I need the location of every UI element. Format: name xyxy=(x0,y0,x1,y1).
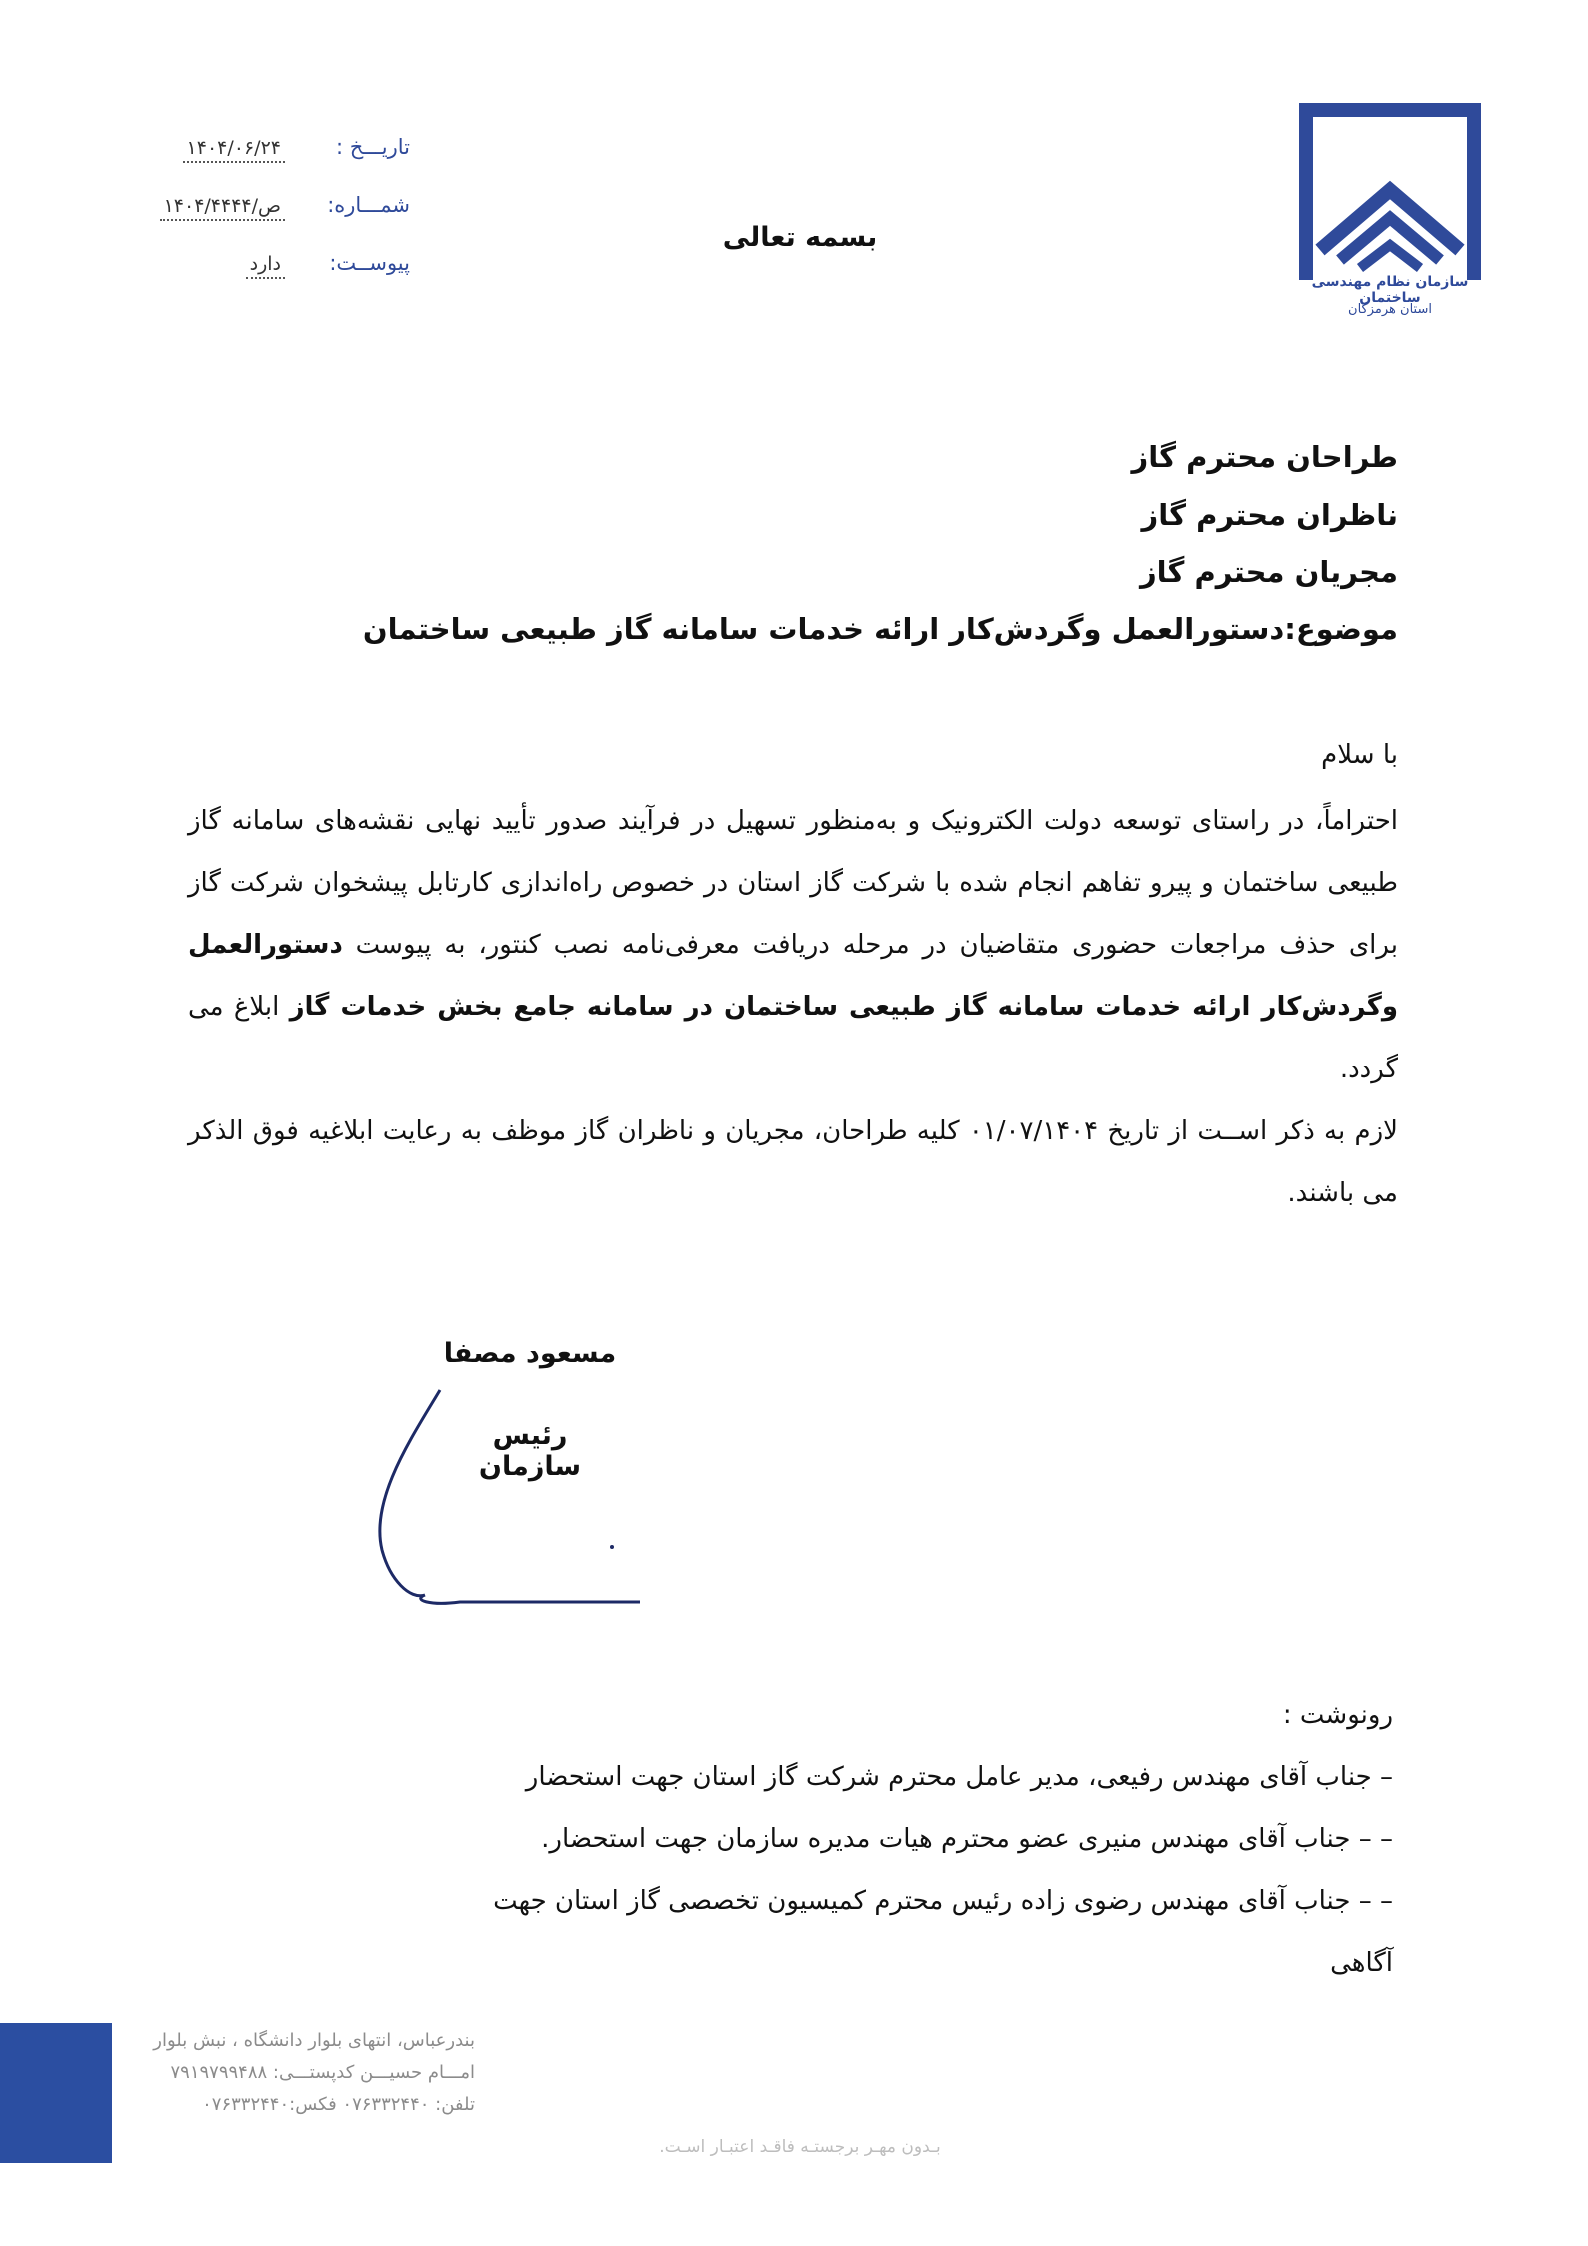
handwritten-signature xyxy=(350,1380,650,1630)
date-row xyxy=(110,135,410,175)
body-p1-bold: دستورالعمل وگردش‌کار ارائه خدمات سامانه گاز طبیعی ساختمان در سامانه جامع بخش خدمات گاز xyxy=(188,930,1399,1022)
number-label: شمـــاره: xyxy=(327,193,410,217)
attachment-value: دارد xyxy=(246,253,285,279)
basmala: بسمه تعالی xyxy=(722,222,878,253)
attachment-label: پیوســت: xyxy=(329,251,410,275)
cc-item: آگاهی xyxy=(1330,1948,1393,1978)
cc-item: – – جناب آقای مهندس رضوی زاده رئیس محترم کمیسیون تخصصی گاز استان جهت xyxy=(493,1886,1393,1916)
footer-accent-block xyxy=(0,2023,112,2163)
signer-title: رئیس سازمان xyxy=(478,1420,582,1482)
number-value: ص/۱۴۰۴/۴۴۴۴ xyxy=(160,195,285,221)
footer-phones: تلفن: ۰۷۶۳۳۲۴۴۰ فکس:۰۷۶۳۳۲۴۴۰ xyxy=(202,2094,475,2115)
signer-name: مسعود مصفا xyxy=(443,1338,617,1369)
logo-org-name: سازمان نظام مهندسی ساختمان xyxy=(1311,274,1469,306)
subject-line: موضوع:دستورالعمل وگردش‌کار ارائه خدمات سامانه گاز طبیعی ساختمان xyxy=(362,612,1398,646)
footer-address: بندرعباس، انتهای بلوار دانشگاه ، نبش بلوار xyxy=(153,2030,475,2051)
number-row xyxy=(110,193,410,233)
recipient-supervisors: ناظران محترم گاز xyxy=(1141,498,1398,532)
date-label: تاریـــخ : xyxy=(336,135,410,159)
recipient-contractors: مجریان محترم گاز xyxy=(1139,555,1398,589)
footer-address-postal: امـــام حسیـــن کدپستـــی: ۷۹۱۹۷۹۹۴۸۸ xyxy=(170,2062,475,2083)
logo-province: استان هرمزگان xyxy=(1348,302,1432,317)
cc-item: – جناب آقای مهندس رفیعی، مدیر عامل محترم شرکت گاز استان جهت استحضار xyxy=(525,1762,1393,1792)
recipient-designers: طراحان محترم گاز xyxy=(1131,440,1398,474)
body-paragraph-2: لازم به ذکر اســت از تاریخ ۰۱/۰۷/۱۴۰۴ کلیه طراحان، مجریان و ناظران گاز موظف به رعایت ابلاغیه فوق الذکر می باشند. xyxy=(188,1116,1398,1208)
date-value: ۱۴۰۴/۰۶/۲۴ xyxy=(183,137,285,163)
footer-validity-note: بـدون مهـر برجستـه فاقـد اعتبـار اسـت. xyxy=(659,2137,941,2157)
attachment-row xyxy=(110,251,410,291)
cc-title: رونوشت : xyxy=(1282,1700,1393,1730)
cc-item: – – جناب آقای مهندس منیری عضو محترم هیات مدیره سازمان جهت استحضار. xyxy=(541,1824,1393,1854)
body-p1-start: احتراماً، در راستای توسعه دولت الکترونیک و به‌منظور تسهیل در فرآیند صدور تأیید نهایی نقشه‌های سامانه گاز طبیعی ساختمان و پیرو تفاهم انجام شده با شرکت گاز استان در خصوص راه‌اندازی کارتابل پیشخوان شرکت گاز برای حذف مراجعات حضوری متقاضیان در مرحله دریافت معرفی‌نامه نصب کنتور، به پیوست xyxy=(188,806,1398,960)
body-p1-end: ابلاغ می گردد. xyxy=(188,992,1398,1084)
body-paragraph-1 xyxy=(188,790,1398,1100)
greeting: با سلام xyxy=(1321,740,1398,770)
